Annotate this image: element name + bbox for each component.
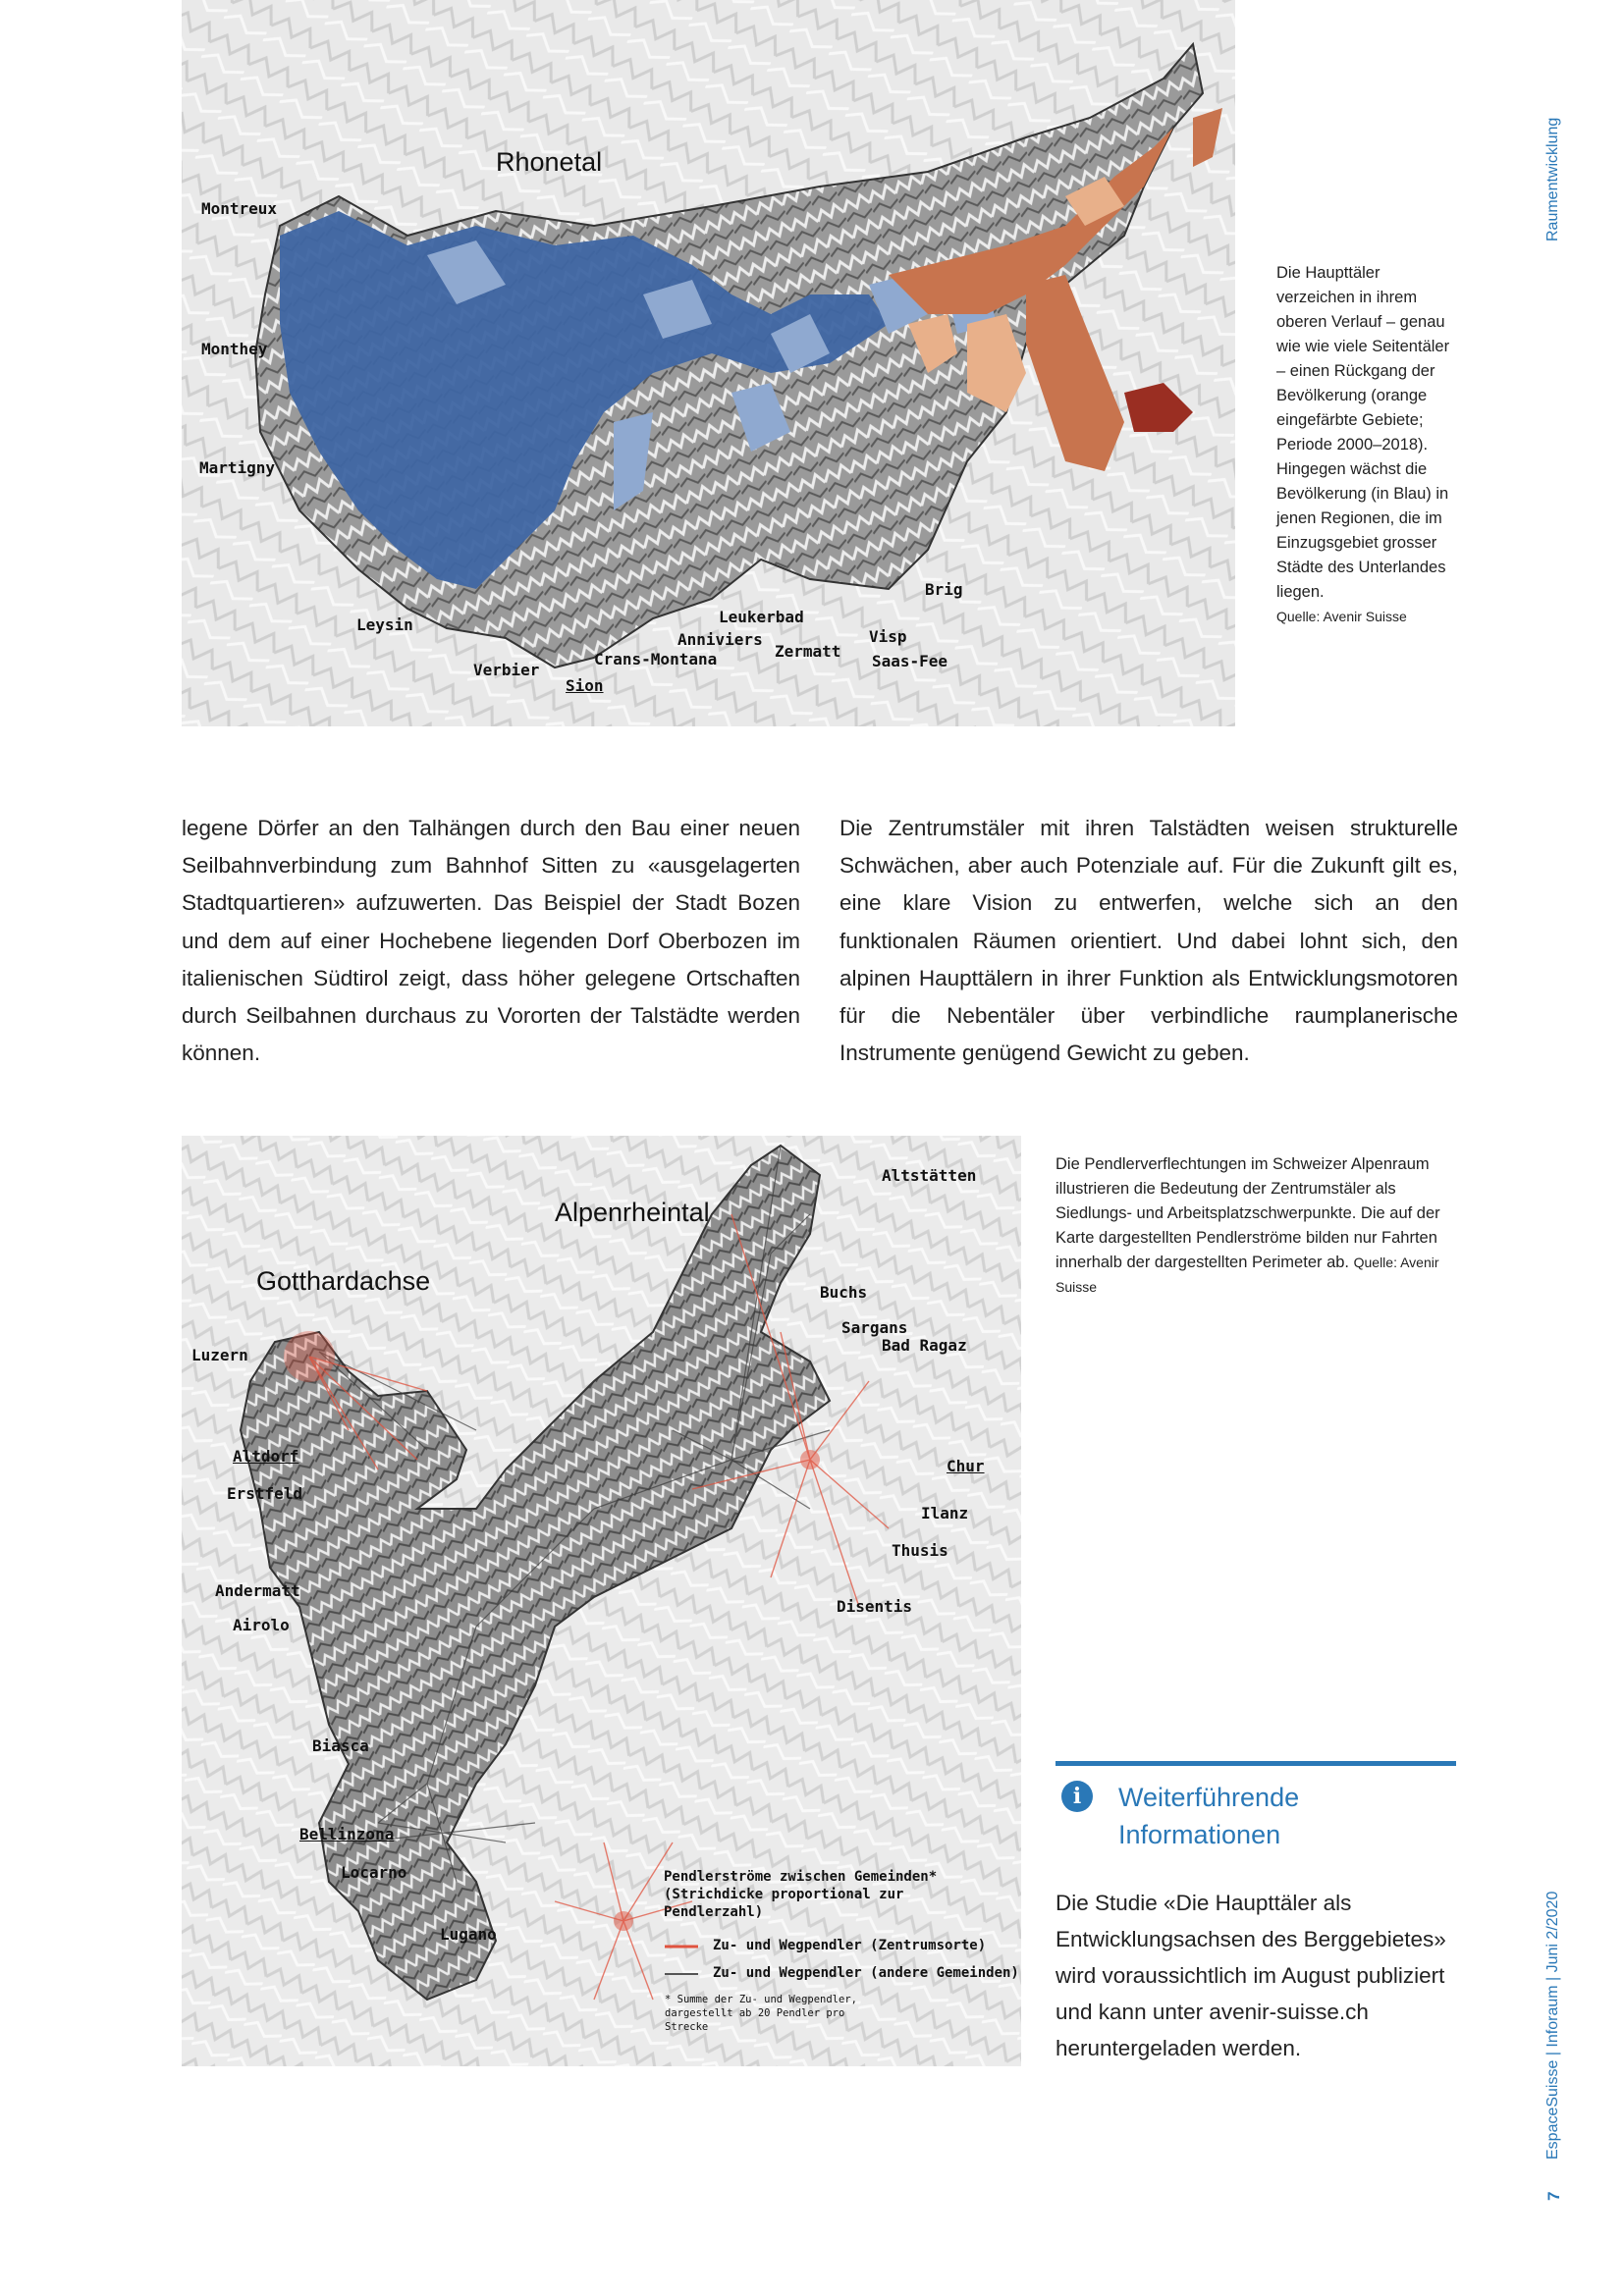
text-column-left: legene Dörfer an den Talhängen durch den Bau einer neuen Seilbahnverbindung zum Bahnhof Sitten zu «ausgelagerten Stadtquartieren» aufzuwerten. Das Beispiel der Stadt Bozen und dem auf einer Hochebene liegenden Dorf Oberbozen im italienischen Südtirol zeigt, dass höher gelegene Ortschaften durch Seilbahnen durchaus zu Vororten der Talstädte werden können. <box>182 816 800 1066</box>
label-leysin: Leysin <box>356 615 413 634</box>
legend-item-center: Zu- und Wegpendler (Zentrumsorte) <box>713 1938 987 1953</box>
label-crans-montana: Crans-Montana <box>594 650 718 668</box>
label-buchs: Buchs <box>820 1283 868 1302</box>
label-verbier: Verbier <box>473 661 540 679</box>
page-number: 7 <box>1544 2191 1563 2201</box>
label-biasca: Biasca <box>312 1736 369 1755</box>
map1-caption-text: Die Haupttäler verzeichen in ihrem oberen Verlauf – genau wie wie viele Seitentäler – einen Rückgang der Bevölkerung (orange eingefärbte Gebiete; Periode 2000–2018). Hingegen wächst die Bevölkerung (in Blau) in jenen Regionen, die im Einzugsgebiet grosser Städte des Unterlandes liegen. <box>1276 264 1450 601</box>
label-bellinzona: Bellinzona <box>299 1825 395 1843</box>
legend-note: * Summe der Zu- und Wegpendler, dargestellt ab 20 Pendler pro Strecke <box>665 1994 857 2033</box>
label-monthey: Monthey <box>201 340 268 358</box>
label-martigny: Martigny <box>199 458 276 477</box>
label-anniviers: Anniviers <box>677 630 763 649</box>
info-icon: i <box>1061 1781 1093 1812</box>
label-altdorf: Altdorf <box>233 1447 299 1466</box>
text-column-right: Die Zentrumstäler mit ihren Talstädten weisen strukturelle Schwächen, aber auch Potenziale auf. Für die Zukunft gilt es, eine klare Vision zu entwerfen, welche sich an den funktionalen Räumen orientiert. Und dabei lohnt sich, den alpinen Haupttälern in ihrer Funktion als Entwicklungsmotoren für die Nebentäler über verbindliche raumplanerische Instrumente genügend Gewicht zu geben. <box>839 816 1458 1066</box>
label-zermatt: Zermatt <box>775 642 841 661</box>
pendler-map <box>182 1136 1021 2066</box>
map2-caption <box>1056 1152 1458 1300</box>
section-label: Raumentwicklung <box>1544 117 1561 241</box>
label-saas-fee: Saas-Fee <box>872 652 948 670</box>
label-luzern: Luzern <box>191 1346 248 1364</box>
label-visp: Visp <box>869 627 907 646</box>
label-leukerbad: Leukerbad <box>719 608 804 626</box>
infobox-rule <box>1056 1761 1456 1766</box>
infobox-title: Weiterführende Informationen <box>1118 1783 1300 1849</box>
label-airolo: Airolo <box>233 1616 290 1634</box>
label-montreux: Montreux <box>201 199 278 218</box>
label-thusis: Thusis <box>892 1541 948 1560</box>
map1-title: Rhonetal <box>496 147 603 177</box>
label-locarno: Locarno <box>341 1863 407 1882</box>
map2-title-gotthardachse: Gotthardachse <box>256 1266 431 1296</box>
label-brig: Brig <box>925 580 963 599</box>
label-ilanz: Ilanz <box>921 1504 969 1522</box>
label-andermatt: Andermatt <box>215 1581 300 1600</box>
label-bad-ragaz: Bad Ragaz <box>882 1336 967 1355</box>
label-sion: Sion <box>566 676 604 695</box>
publication-label: EspaceSuisse | Inforaum | Juni 2/2020 <box>1544 1891 1561 2160</box>
label-altstaetten: Altstätten <box>882 1166 977 1185</box>
legend-item-other: Zu- und Wegpendler (andere Gemeinden) <box>713 1965 1019 1981</box>
legend-title: Pendlerströme zwischen Gemeinden* (Strichdicke proportional zur Pendlerzahl) <box>664 1869 938 1920</box>
rhonetal-map-graphic <box>182 0 1235 726</box>
map2-caption-text: Die Pendlerverflechtungen im Schweizer Alpenraum illustrieren die Bedeutung der Zentrumstäler als Siedlungs- und Arbeitsplatzschwerpunkte. Die auf der Karte dargestellten Pendlerströme bilden nur Fahrten innerhalb der dargestellten Perimeter ab. <box>1056 1155 1440 1271</box>
label-disentis: Disentis <box>837 1597 913 1616</box>
label-sargans: Sargans <box>841 1318 908 1337</box>
label-chur: Chur <box>947 1457 985 1475</box>
map1-caption-source: Quelle: Avenir Suisse <box>1276 609 1407 624</box>
map2-caption-source: Quelle: Avenir Suisse <box>1056 1255 1439 1295</box>
label-erstfeld: Erstfeld <box>227 1484 303 1503</box>
map1-caption <box>1276 261 1453 629</box>
infobox-body: Die Studie «Die Haupttäler als Entwicklungsachsen des Berggebietes» wird voraussichtlich im August publiziert und kann unter avenir-suisse.ch heruntergeladen werden. <box>1056 1891 1446 2060</box>
rhonetal-map <box>182 0 1235 726</box>
map2-title-alpenrheintal: Alpenrheintal <box>555 1198 710 1227</box>
label-lugano: Lugano <box>440 1925 497 1944</box>
